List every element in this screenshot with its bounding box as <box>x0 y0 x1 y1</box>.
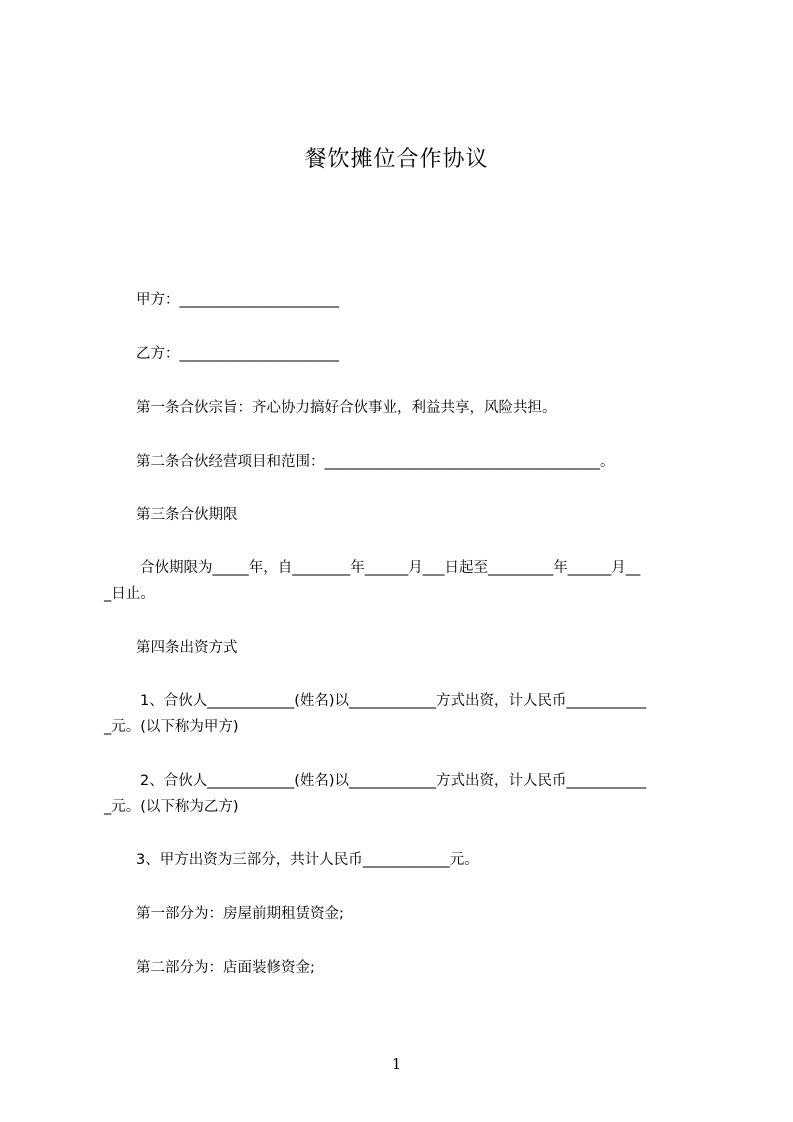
term-line-1: 合伙期限为_____年，自________年______月___日起至_________年______月__ <box>140 560 641 576</box>
investment-2-line-1: 2、合伙人____________(姓名)以____________方式出资，计人民币___________ <box>140 773 647 789</box>
investment-1-line-2: _元。(以下称为甲方) <box>104 719 239 735</box>
part-2: 第二部分为：店面装修资金; <box>136 960 315 976</box>
party-b-line: 乙方：______________________ <box>136 346 339 362</box>
part-1: 第一部分为：房屋前期租赁资金; <box>136 906 344 922</box>
article-3-heading: 第三条合伙期限 <box>136 507 238 523</box>
page-number: 1 <box>391 1055 402 1073</box>
investment-3: 3、甲方出资为三部分，共计人民币____________元。 <box>136 852 479 868</box>
investment-1-line-1: 1、合伙人____________(姓名)以____________方式出资，计人民币___________ <box>140 693 647 709</box>
article-4-heading: 第四条出资方式 <box>136 640 238 656</box>
term-line-2: _日止。 <box>104 586 155 602</box>
party-a-line: 甲方：______________________ <box>136 292 339 308</box>
article-2: 第二条合伙经营项目和范围：______________________________________。 <box>136 454 615 470</box>
article-1: 第一条合伙宗旨：齐心协力搞好合伙事业，利益共享，风险共担。 <box>136 400 557 416</box>
investment-2-line-2: _元。(以下称为乙方) <box>104 799 239 815</box>
document-title: 餐饮摊位合作协议 <box>304 147 489 172</box>
